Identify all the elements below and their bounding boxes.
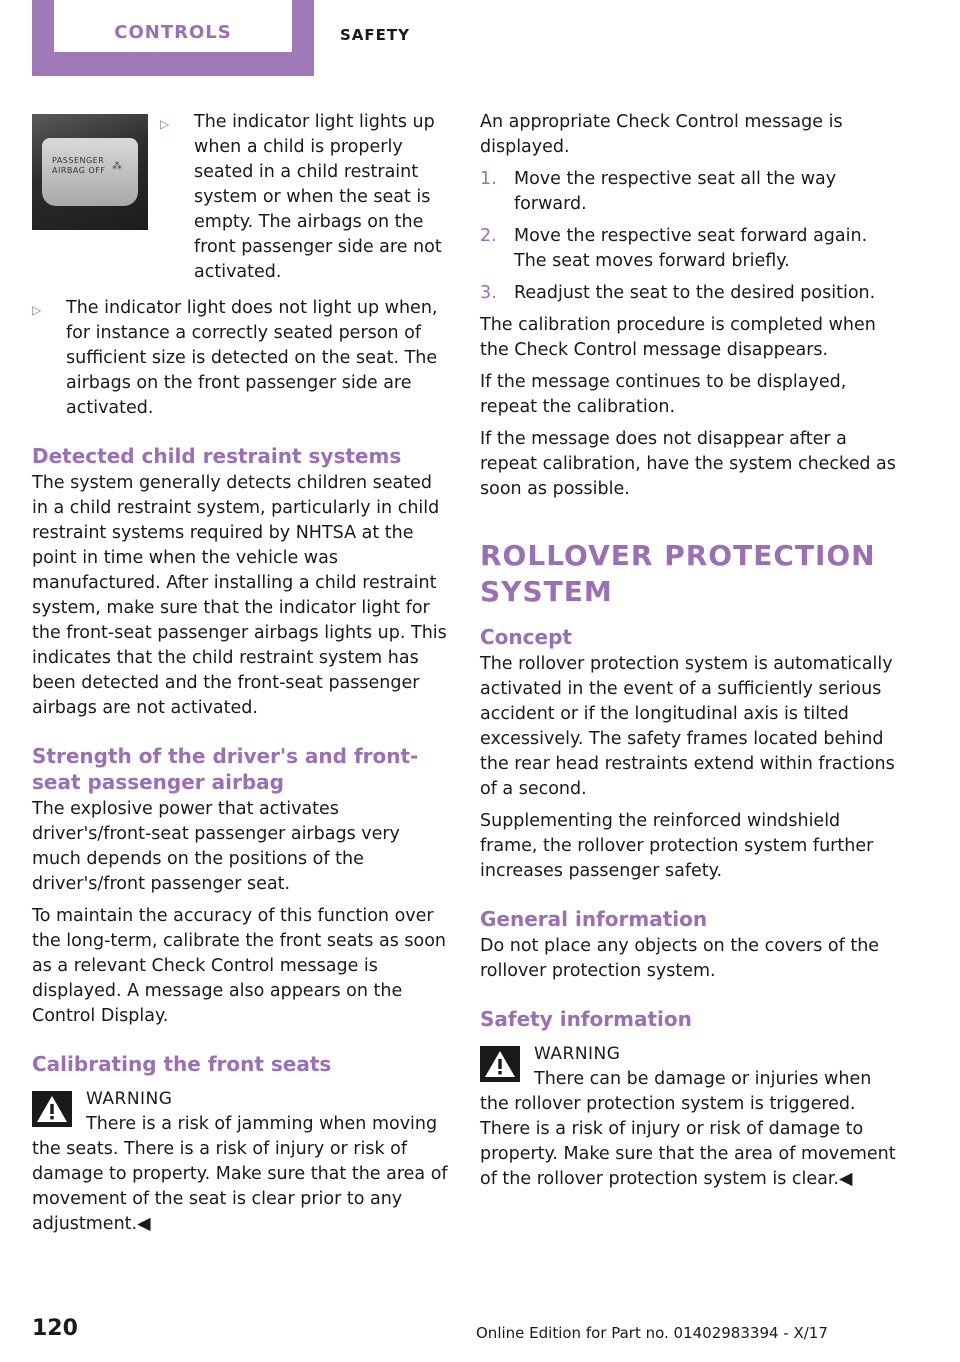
indicator-label: PASSENGER AIRBAG OFF [52, 156, 106, 175]
heading-calibrating-front-seats: Calibrating the front seats [32, 1052, 332, 1076]
warning-text: There is a risk of jamming when moving the seats. There is a risk of injury or risk of damage to property. Make sure that the area of movement of the seat is clear prior to any adjustment.◀ [32, 1114, 448, 1234]
edition-footer: Online Edition for Part no. 01402983394 - X/17 [476, 1324, 828, 1342]
right-column [480, 110, 896, 1192]
paragraph: The system generally detects children seated in a child restraint system, particularly in child restraint systems required by NHTSA at the point in time when the vehicle was manufactured. After installing a child restraint system, make sure that the indicator light for the front-seat passenger airbags lights up. This indicates that the child restraint system has been detected and the front-seat passenger airbags are not activated. [32, 473, 447, 718]
paragraph: An appropriate Check Control message is displayed. [480, 112, 843, 157]
indicator-section [32, 110, 448, 292]
warning-triangle-icon [32, 1091, 72, 1127]
paragraph: The explosive power that activates driver's/front-seat passenger airbags very much depends on the positions of the driver's/front passenger seat. [32, 799, 400, 894]
tab-controls-label: CONTROLS [114, 22, 232, 43]
warning-label: WARNING [534, 1044, 621, 1064]
paragraph: If the message does not disappear after a repeat calibration, have the system checked as soon as possible. [480, 429, 896, 499]
warning-box [480, 1042, 896, 1192]
heading-rollover-protection: ROLLOVER PROTECTION SYSTEM [480, 539, 876, 608]
heading-general-information: General information [480, 907, 708, 931]
heading-detected-child-restraint: Detected child restraint systems [32, 444, 402, 468]
paragraph: To maintain the accuracy of this function over the long-term, calibrate the front seats as soon as a relevant Check Control message is displayed. A message also appears on the Control Display. [32, 906, 446, 1026]
paragraph: Do not place any objects on the covers of the rollover protection system. [480, 936, 880, 981]
warning-text: There can be damage or injuries when the rollover protection system is triggered. There is a risk of injury or risk of damage to property. Make sure that the area of movement of the rollover protection system is clear.◀ [480, 1069, 896, 1189]
paragraph: If the message continues to be displayed, repeat the calibration. [480, 372, 847, 417]
list-item: 3. Readjust the seat to the desired position. [480, 283, 876, 303]
heading-safety-information: Safety information [480, 1007, 692, 1031]
list-item: ▷ The indicator light does not light up when, for instance a correctly seated person of sufficient size is detected on the seat. The airbags on the front passenger side are activated. [32, 296, 448, 421]
heading-airbag-strength: Strength of the driver's and front-seat passenger airbag [32, 744, 419, 794]
tab-safety[interactable]: SAFETY [340, 26, 410, 44]
paragraph: The calibration procedure is completed when the Check Control message disappears. [480, 315, 876, 360]
list-item: 1. Move the respective seat all the way forward. [480, 169, 837, 214]
warning-label: WARNING [86, 1089, 173, 1109]
paragraph: The rollover protection system is automatically activated in the event of a sufficiently serious accident or if the longitudinal axis is tilted excessively. The safety frames located behind the rear head restraints extend within fractions of a second. [480, 654, 895, 799]
warning-box [32, 1087, 448, 1237]
triangle-bullet-icon: ▷ [32, 303, 42, 317]
warning-triangle-icon [480, 1046, 520, 1082]
triangle-bullet-icon: ▷ [160, 117, 170, 131]
list-item: 2. Move the respective seat forward again. The seat moves forward briefly. [480, 226, 868, 271]
list-item: ▷ The indicator light lights up when a child is properly seated in a child restraint system or when the seat is empty. The airbags on the front passenger side are not activated. [160, 110, 448, 285]
heading-concept: Concept [480, 625, 572, 649]
child-seat-icon: ⁂ [112, 161, 122, 172]
paragraph: Supplementing the reinforced windshield frame, the rollover protection system further increases passenger safety. [480, 811, 874, 881]
left-column [32, 110, 448, 1237]
passenger-airbag-off-indicator-image [32, 114, 148, 230]
page-number: 120 [32, 1316, 78, 1341]
